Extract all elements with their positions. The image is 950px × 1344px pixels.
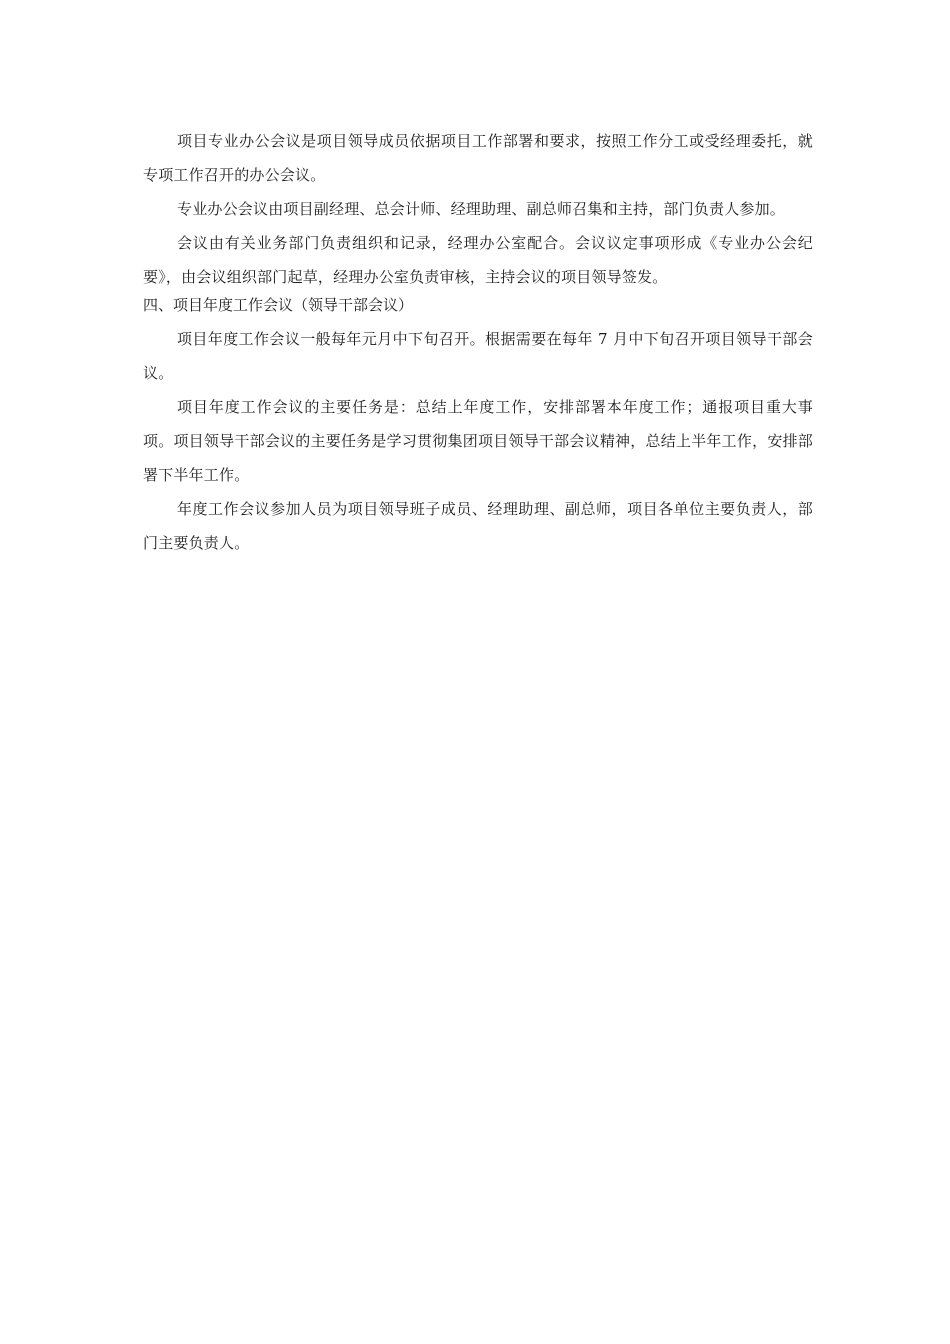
paragraph-special-meeting-definition: 项目专业办公会议是项目领导成员依据项目工作部署和要求，按照工作分工或受经理委托，就专项工作召开的办公会议。: [143, 132, 813, 184]
paragraph-annual-meeting-timing: 项目年度工作会议一般每年元月中下旬召开。根据需要在每年 7 月中下旬召开项目领导干部会议。: [143, 330, 813, 382]
paragraph-annual-meeting-tasks: 项目年度工作会议的主要任务是：总结上年度工作，安排部署本年度工作；通报项目重大事项。项目领导干部会议的主要任务是学习贯彻集团项目领导干部会议精神，总结上半年工作，安排部署下半年工作。: [143, 398, 813, 484]
paragraph-annual-meeting-participants: 年度工作会议参加人员为项目领导班子成员、经理助理、副总师，项目各单位主要负责人，部门主要负责人。: [143, 500, 813, 552]
section-heading-annual-meeting: 四、项目年度工作会议（领导干部会议）: [143, 296, 414, 314]
paragraph-special-meeting-chair: 专业办公会议由项目副经理、总会计师、经理助理、副总师召集和主持，部门负责人参加。: [177, 200, 786, 218]
paragraph-special-meeting-minutes: 会议由有关业务部门负责组织和记录，经理办公室配合。会议议定事项形成《专业办公会纪要》，由会议组织部门起草，经理办公室负责审核，主持会议的项目领导签发。: [143, 234, 813, 286]
document-body: [143, 124, 813, 560]
